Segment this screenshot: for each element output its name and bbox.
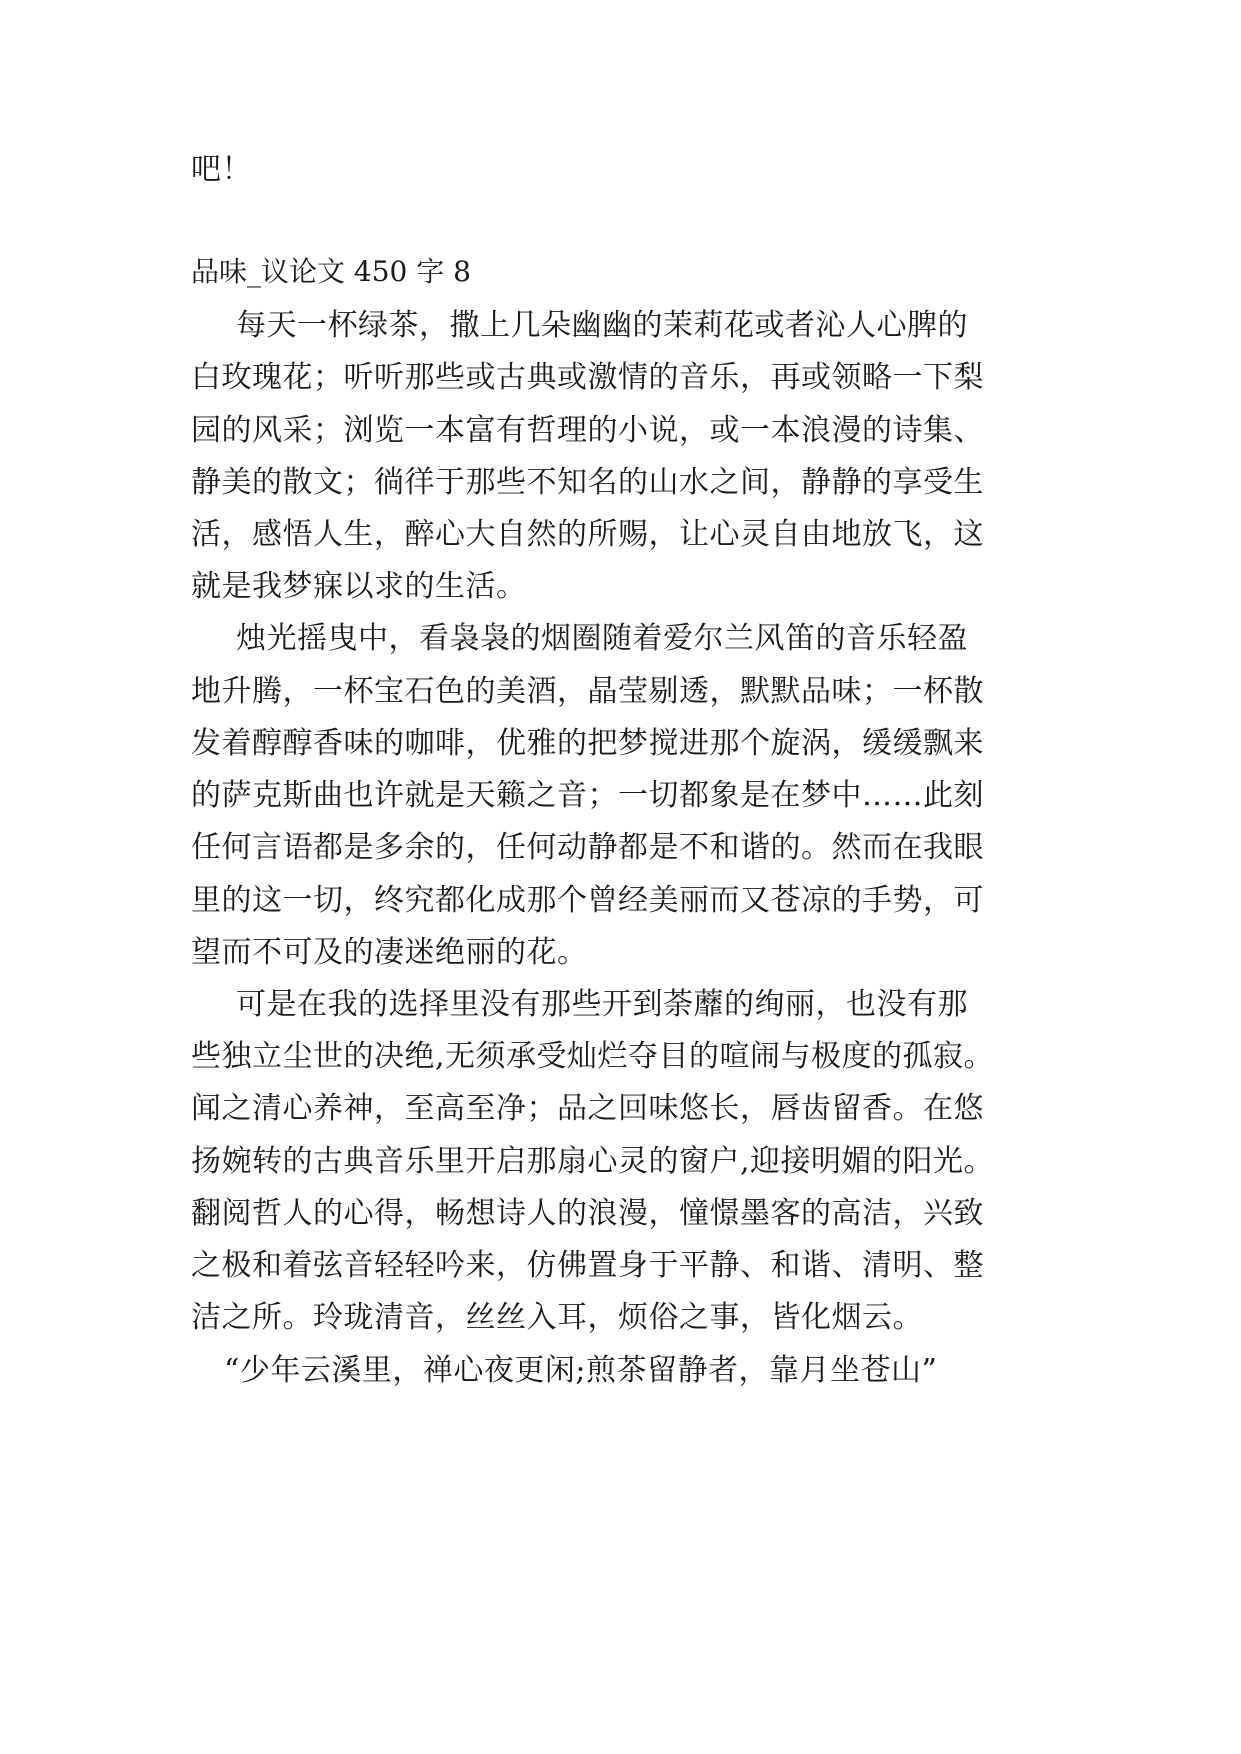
paragraph-line: 之极和着弦音轻轻吟来，仿佛置身于平静、和谐、清明、整 (191, 1248, 984, 1283)
paragraph-line: 洁之所。玲珑清音，丝丝入耳，烦俗之事，皆化烟云。 (191, 1300, 923, 1335)
paragraph-line: 每天一杯绿茶，撒上几朵幽幽的茉莉花或者沁人心脾的 (236, 308, 968, 343)
paragraph-line: 的萨克斯曲也许就是天籁之音；一切都象是在梦中……此刻 (191, 778, 984, 813)
paragraph-line: 扬婉转的古典音乐里开启那扇心灵的窗户,迎接明媚的阳光。 (191, 1144, 995, 1179)
paragraph-line: 翻阅哲人的心得，畅想诗人的浪漫，憧憬墨客的高洁，兴致 (191, 1196, 984, 1231)
paragraph-line: 些独立尘世的决绝,无须承受灿烂夺目的喧闹与极度的孤寂。 (191, 1039, 995, 1074)
paragraph-line: 烛光摇曳中，看袅袅的烟圈随着爱尔兰风笛的音乐轻盈 (236, 621, 968, 656)
paragraph-line: 任何言语都是多余的，任何动静都是不和谐的。然而在我眼 (191, 830, 984, 865)
paragraph-line: 活，感悟人生，醉心大自然的所赐，让心灵自由地放飞，这 (191, 517, 984, 552)
paragraph-line: 静美的散文；徜徉于那些不知名的山水之间，静静的享受生 (191, 465, 984, 500)
paragraph-line: 里的这一切，终究都化成那个曾经美丽而又苍凉的手势，可 (191, 883, 984, 918)
paragraph-line: 地升腾，一杯宝石色的美酒，晶莹剔透，默默品味；一杯散 (191, 674, 984, 709)
quote-line: “少年云溪里，禅心夜更闲;煎茶留静者，靠月坐苍山” (224, 1353, 938, 1388)
text-line: 吧！ (191, 152, 252, 187)
paragraph-line: 就是我梦寐以求的生活。 (191, 569, 527, 604)
paragraph-line: 可是在我的选择里没有那些开到荼蘼的绚丽，也没有那 (236, 987, 968, 1022)
section-heading: 品味_议论文 450 字 8 (191, 255, 471, 288)
paragraph-line: 园的风采；浏览一本富有哲理的小说，或一本浪漫的诗集、 (191, 413, 984, 448)
paragraph-line: 闻之清心养神，至高至净；品之回味悠长，唇齿留香。在悠 (191, 1091, 984, 1126)
paragraph-line: 白玫瑰花；听听那些或古典或激情的音乐，再或领略一下梨 (191, 360, 984, 395)
paragraph-line: 望而不可及的凄迷绝丽的花。 (191, 935, 588, 970)
paragraph-line: 发着醇醇香味的咖啡，优雅的把梦搅进那个旋涡，缓缓飘来 (191, 726, 984, 761)
